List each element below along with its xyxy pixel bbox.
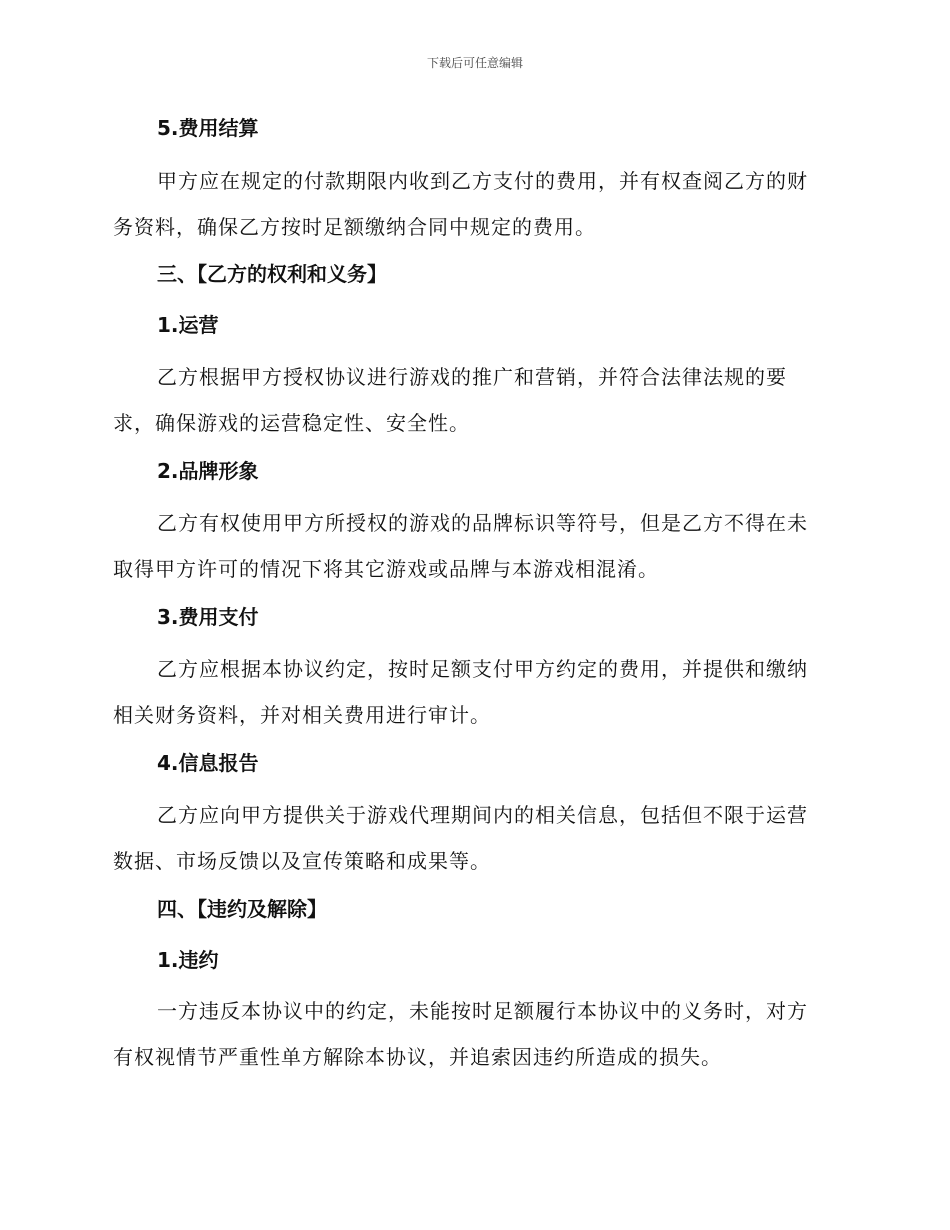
paragraph-line: 甲方应在规定的付款期限内收到乙方支付的费用，并有权查阅乙方的财: [157, 169, 808, 193]
paragraph-fee-payment: [113, 646, 833, 738]
paragraph-line: 乙方应向甲方提供关于游戏代理期间内的相关信息，包括但不限于运营: [157, 803, 808, 827]
page-header-note: 下载后可任意编辑: [426, 56, 523, 70]
section-heading-3-fee-payment: 3.费用支付: [157, 605, 259, 629]
paragraph-line: 数据、市场反馈以及宣传策略和成果等。: [113, 849, 491, 873]
paragraph-line: 取得甲方许可的情况下将其它游戏或品牌与本游戏相混淆。: [113, 557, 659, 581]
section-heading-1-operation: 1.运营: [157, 313, 219, 337]
chapter-heading-breach-termination: 四、【违约及解除】: [157, 897, 327, 921]
paragraph-line: 乙方根据甲方授权协议进行游戏的推广和营销，并符合法律法规的要: [157, 365, 787, 389]
paragraph-line: 有权视情节严重性单方解除本协议，并追索因违约所造成的损失。: [113, 1045, 722, 1069]
paragraph-line: 务资料，确保乙方按时足额缴纳合同中规定的费用。: [113, 215, 596, 239]
chapter-heading-party-b-rights: 三、【乙方的权利和义务】: [157, 262, 387, 286]
paragraph-breach: [113, 988, 833, 1080]
paragraph-operation: [113, 354, 833, 446]
section-heading-4-info-report: 4.信息报告: [157, 751, 259, 775]
paragraph-fee-settlement: [113, 158, 833, 250]
paragraph-brand-image: [113, 500, 833, 592]
paragraph-line: 乙方应根据本协议约定，按时足额支付甲方约定的费用，并提供和缴纳: [157, 657, 808, 681]
paragraph-line: 乙方有权使用甲方所授权的游戏的品牌标识等符号，但是乙方不得在未: [157, 511, 808, 535]
paragraph-info-report: [113, 792, 833, 884]
section-heading-1-breach: 1.违约: [157, 948, 219, 972]
section-heading-2-brand-image: 2.品牌形象: [157, 459, 259, 483]
section-heading-5-fee-settlement: 5.费用结算: [157, 116, 259, 140]
paragraph-line: 相关财务资料，并对相关费用进行审计。: [113, 703, 491, 727]
paragraph-line: 求，确保游戏的运营稳定性、安全性。: [113, 411, 470, 435]
paragraph-line: 一方违反本协议中的约定，未能按时足额履行本协议中的义务时，对方: [157, 999, 808, 1023]
